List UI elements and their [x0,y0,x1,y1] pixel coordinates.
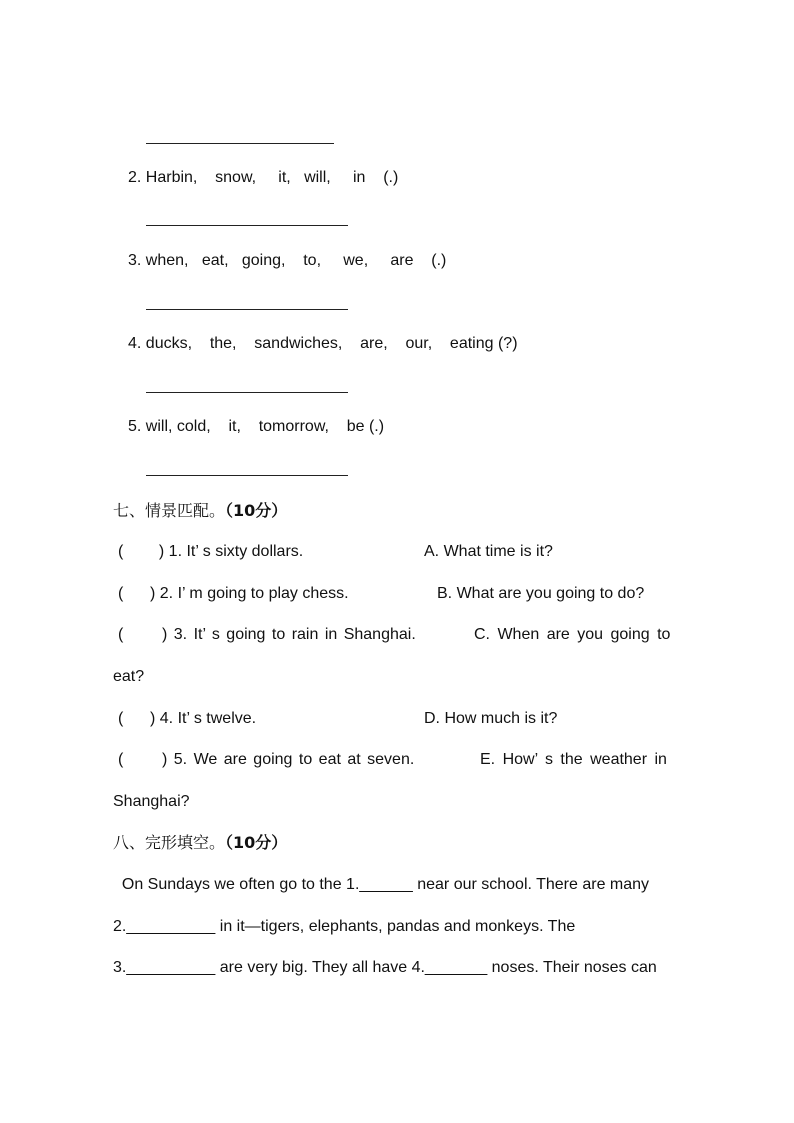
reorder-item-3: 3. when, eat, going, to, we, are (.) [128,252,447,269]
match-option-e-continued: Shanghai? [113,793,190,810]
match-option-c: C. When are you going to [474,626,671,643]
match-statement-5: ( ) 5. We are going to eat at seven. [118,751,415,768]
match-option-e: E. How’ s the weather in [480,751,667,768]
reorder-item-4: 4. ducks, the, sandwiches, are, our, eating (?) [128,335,518,352]
answer-line-3[interactable] [146,309,348,310]
section-8-title: 八、完形填空。 [113,833,226,852]
match-option-a: A. What time is it? [424,543,553,560]
match-statement-2: ( ) 2. I’ m going to play chess. [118,585,349,602]
answer-line-2[interactable] [146,225,348,226]
answer-line-1[interactable] [146,143,334,144]
answer-line-5[interactable] [146,475,348,476]
section-8-heading [113,833,287,853]
match-statement-4: ( ) 4. It’ s twelve. [118,710,257,727]
section-7-points: （10分） [225,501,288,520]
match-statement-1: ( ) 1. It’ s sixty dollars. [118,543,304,560]
cloze-line-3: 3.__________ are very big. They all have 4._______ noses. Their noses can [113,959,657,976]
match-row-1 [118,542,303,562]
cloze-line-1: On Sundays we often go to the 1.______ near our school. There are many [113,876,650,893]
match-option-c-continued: eat? [113,668,145,685]
section-7-title: 七、情景匹配。 [113,501,226,520]
section-8-points: （10分） [225,833,288,852]
match-option-b: B. What are you going to do? [437,585,645,602]
match-option-d: D. How much is it? [424,710,558,727]
cloze-line-2: 2.__________ in it—tigers, elephants, pandas and monkeys. The [113,918,576,935]
match-statement-3: ( ) 3. It’ s going to rain in Shanghai. [118,626,416,643]
section-7-heading [113,501,287,521]
reorder-item-2: 2. Harbin, snow, it, will, in (.) [128,169,399,186]
reorder-item-5: 5. will, cold, it, tomorrow, be (.) [128,418,385,435]
answer-line-4[interactable] [146,392,348,393]
